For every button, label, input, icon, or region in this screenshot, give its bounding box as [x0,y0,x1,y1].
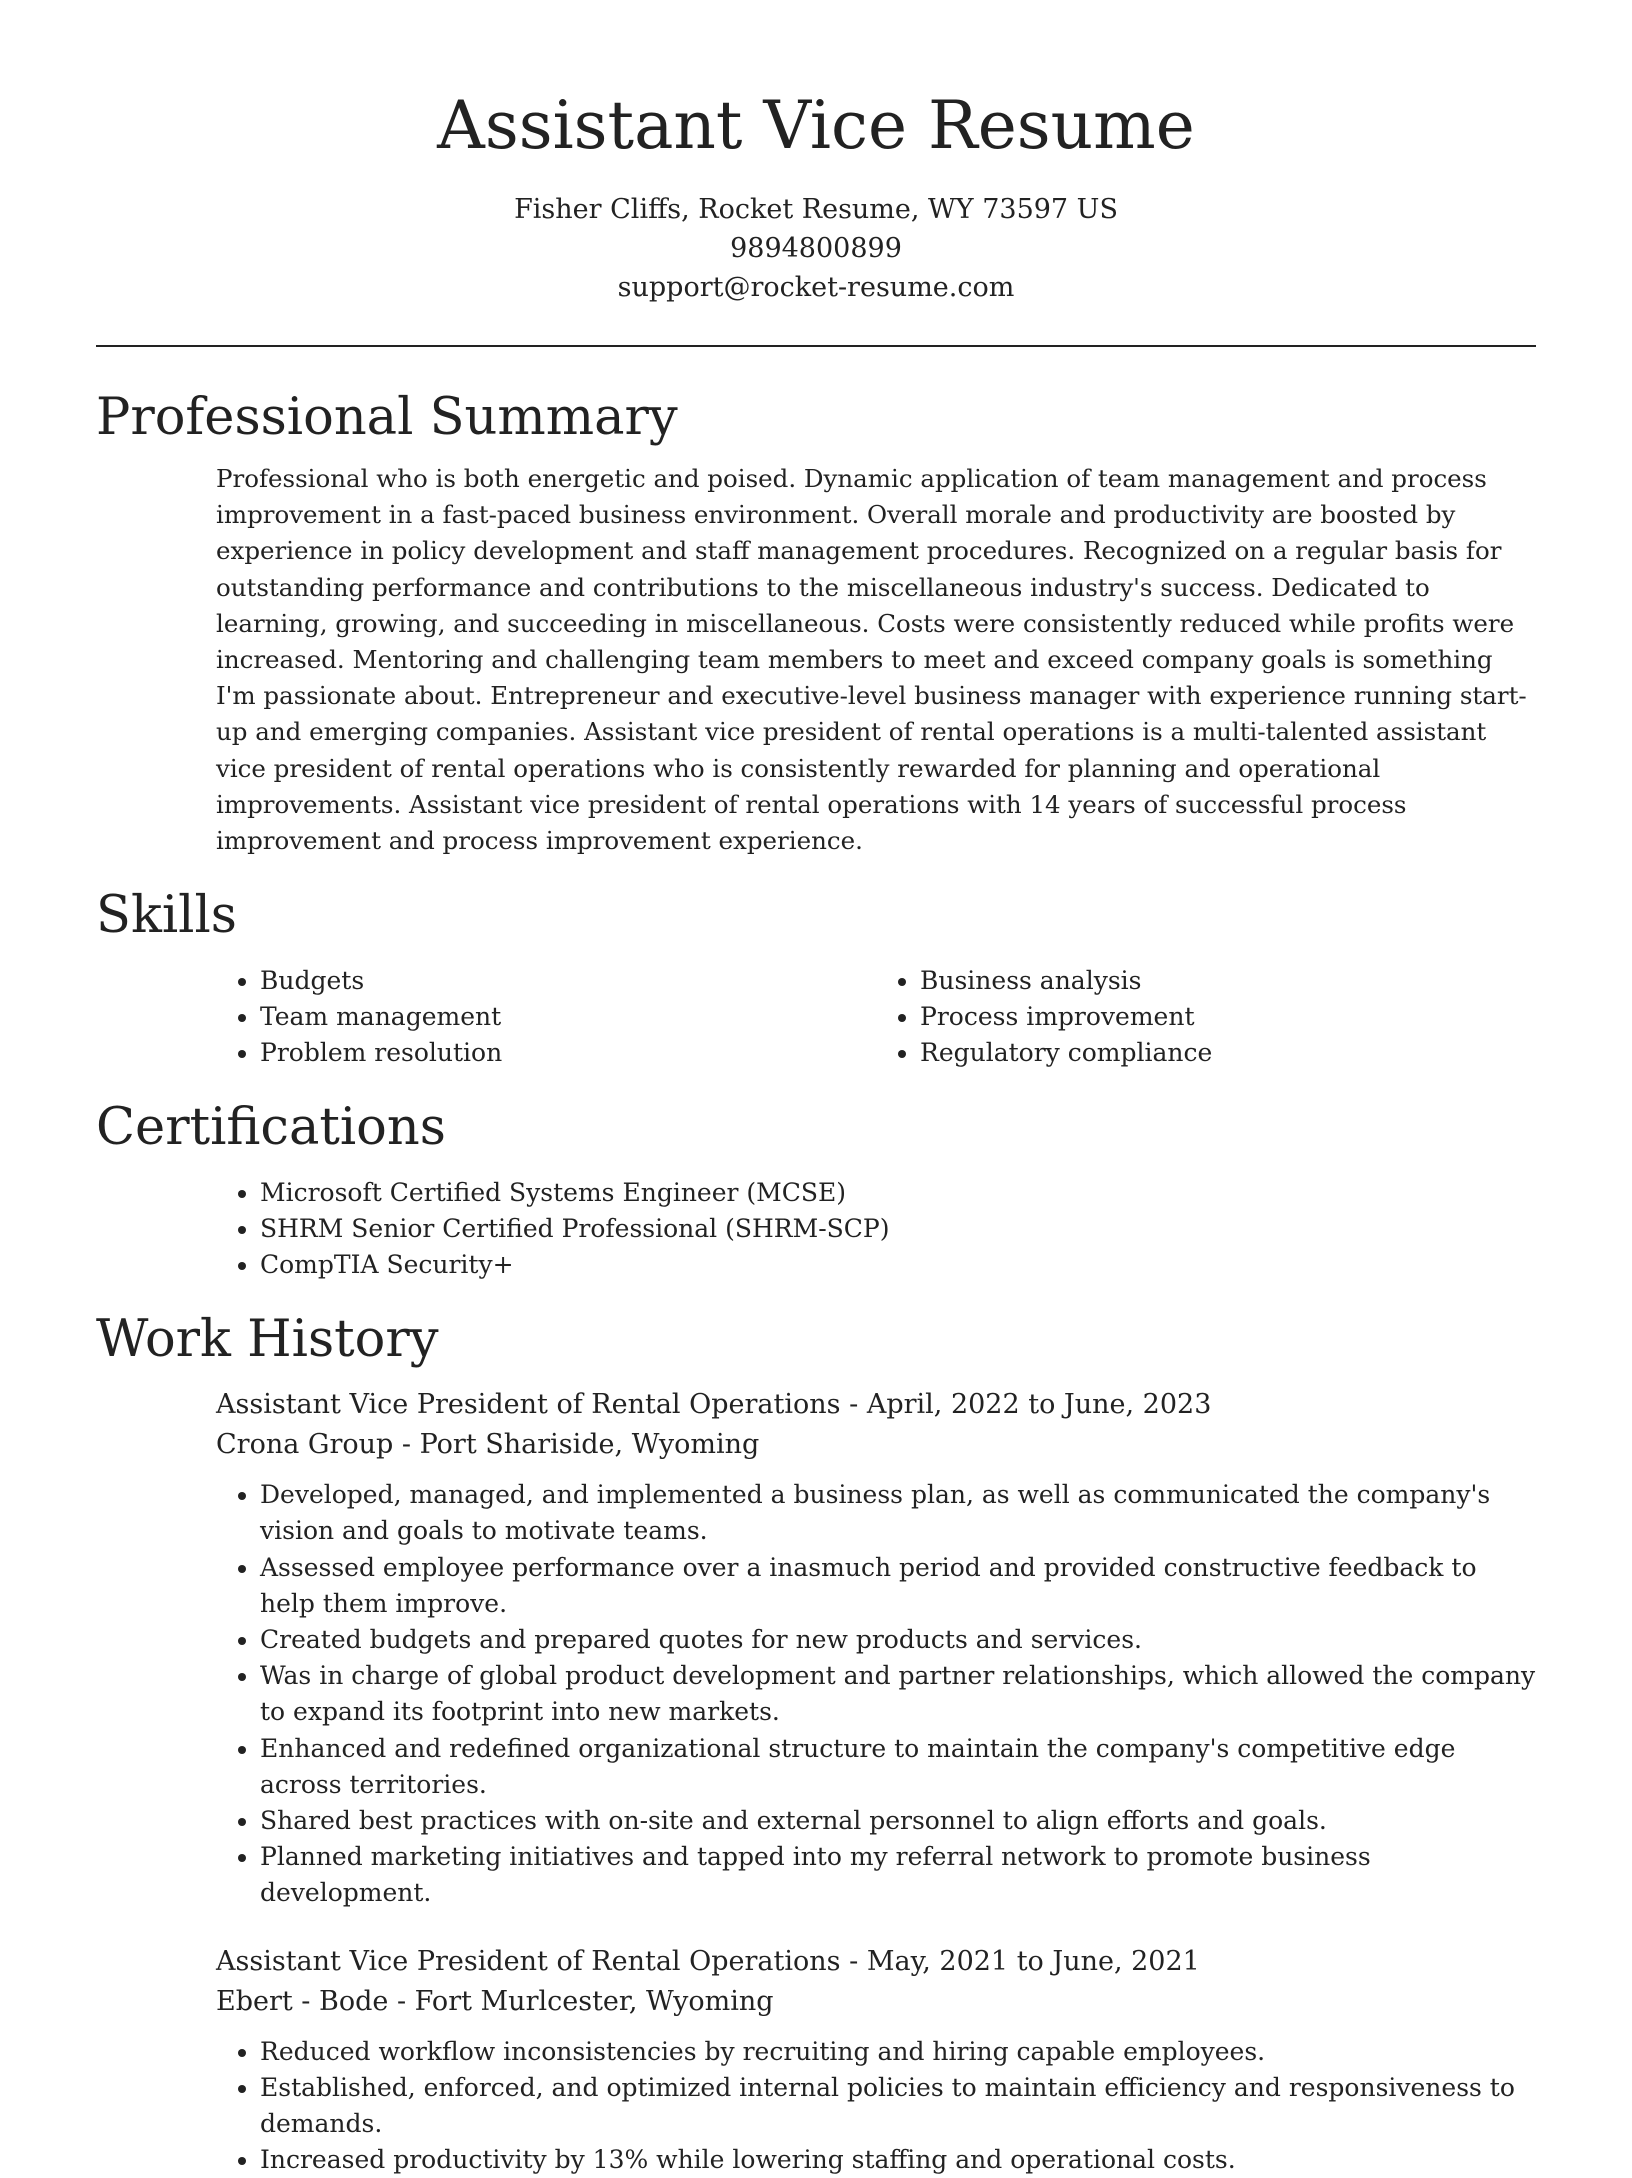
summary-text: Professional who is both energetic and poised. Dynamic application of team management and process improvement in a fast-paced business environment. Overall morale and productivity are boosted by experience in policy development and staff management procedures. Recognized on a regular basis for outstanding performance and contributions to the miscellaneous industry's success. Dedicated to learning, growing, and succeeding in miscellaneous. Costs were consistently reduced while profits were increased. Mentoring and challenging team members to meet and exceed company goals is something I'm passionate about. Entrepreneur and executive-level business manager with experience running start-up and emerging companies. Assistant vice president of rental operations is a multi-talented assistant vice president of rental operations who is consistently rewarded for planning and operational improvements. Assistant vice president of rental operations with 14 years of successful process improvement and process improvement experience. [216,464,1527,856]
certifications-section [96,1097,1536,1283]
skill-item: • Team management [260,999,876,1035]
job-bullet: • Established, enforced, and optimized internal policies to maintain efficiency and responsiveness to demands. [260,2070,1536,2142]
job-bullet: • Reduced workflow inconsistencies by recruiting and hiring capable employees. [260,2034,1536,2070]
certification-item: • SHRM Senior Certified Professional (SHRM-SCP) [260,1211,1536,1247]
contact-address: Fisher Cliffs, Rocket Resume, WY 73597 US [514,194,1118,225]
job-location: - Fort Murlcester, Wyoming [388,1985,774,2017]
job-company: Crona Group [216,1429,394,1461]
summary-section [96,387,1536,859]
job-title-line [216,1385,1536,1425]
certification-item: • CompTIA Security+ [260,1247,1536,1283]
job-bullet: • Planned marketing initiatives and tapped into my referral network to promote business development. [260,1839,1536,1911]
skill-item: • Budgets [260,963,876,999]
job-company: Ebert - Bode [216,1985,389,2017]
contact-block [96,190,1536,307]
skills-list-right [876,963,1536,1071]
job-bullets [216,2034,1536,2178]
job-dates: - April, 2022 to June, 2023 [840,1389,1212,1421]
job-entry [216,1942,1536,2178]
skill-item: • Business analysis [920,963,1536,999]
job-bullet: • Was in charge of global product development and partner relationships, which allowed the company to expand its footprint into new markets. [260,1658,1536,1730]
certifications-heading: Certifications [96,1098,446,1158]
job-bullet: • Enhanced and redefined organizational structure to maintain the company's competitive edge across territories. [260,1731,1536,1803]
skill-item: • Problem resolution [260,1035,876,1071]
skills-grid [216,963,1536,1071]
job-bullets [216,1477,1536,1911]
work-history-section [96,1309,1536,2178]
certifications-list [216,1175,1536,1283]
job-company-line [216,1425,1536,1465]
job-bullet: • Shared best practices with on-site and external personnel to align efforts and goals. [260,1803,1536,1839]
skill-item: • Process improvement [920,999,1536,1035]
job-entry [216,1385,1536,1911]
contact-phone: 9894800899 [730,233,902,264]
job-bullet: • Developed, managed, and implemented a business plan, as well as communicated the company's vision and goals to motivate teams. [260,1477,1536,1549]
skills-heading: Skills [96,886,237,946]
job-company-line [216,1982,1536,2022]
header-divider [96,345,1536,347]
job-bullet: • Assessed employee performance over a inasmuch period and provided constructive feedback to help them improve. [260,1550,1536,1622]
skills-section [96,885,1536,1071]
job-title: Assistant Vice President of Rental Operations [216,1389,841,1421]
resume-name: Assistant Vice Resume [437,87,1195,164]
job-location: - Port Shariside, Wyoming [393,1429,760,1461]
job-dates: - May, 2021 to June, 2021 [840,1945,1200,1977]
certification-item: • Microsoft Certified Systems Engineer (MCSE) [260,1175,1536,1211]
contact-email: support@rocket-resume.com [617,272,1015,303]
job-bullet: • Increased productivity by 13% while lowering staffing and operational costs. [260,2142,1536,2178]
job-title-line [216,1942,1536,1982]
job-title: Assistant Vice President of Rental Operations [216,1945,841,1977]
job-bullet: • Created budgets and prepared quotes for new products and services. [260,1622,1536,1658]
skill-item: • Regulatory compliance [920,1035,1536,1071]
resume-page [96,0,1536,2178]
summary-heading: Professional Summary [96,388,678,447]
work-history-heading: Work History [96,1310,439,1370]
skills-list-left [216,963,876,1071]
